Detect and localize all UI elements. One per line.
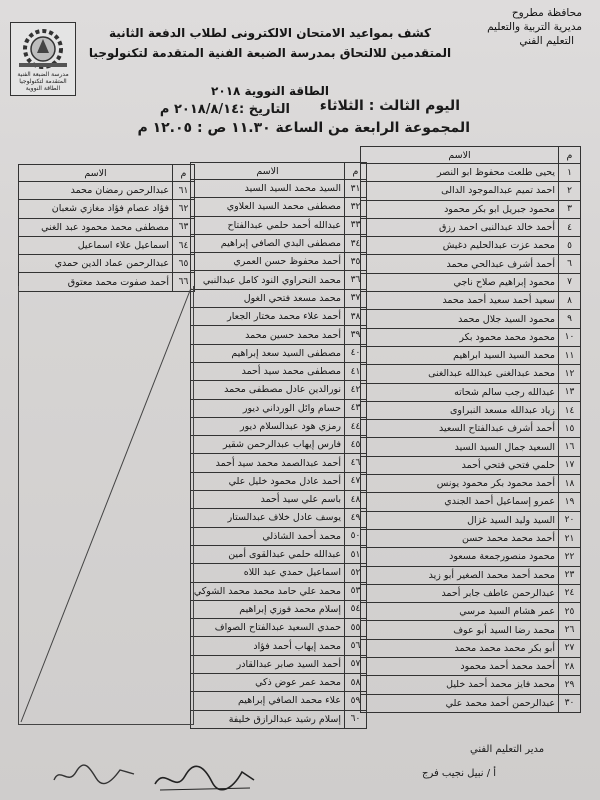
row-number: ٢٣ [559, 566, 581, 584]
table-row [191, 564, 367, 582]
row-number: ١٩ [559, 493, 581, 511]
table-row [191, 216, 367, 234]
student-name: حسام وائل الورداني ديور [191, 399, 345, 417]
handwritten-signature [150, 760, 260, 798]
table-row [361, 658, 581, 676]
student-name: أحمد صفوت محمد معتوق [19, 273, 173, 291]
student-name: إسلام محمد فوزي إبراهيم [191, 600, 345, 618]
table-row [191, 253, 367, 271]
table-row [361, 438, 581, 456]
row-number: ٤ [559, 218, 581, 236]
table-row [191, 454, 367, 472]
row-number: ٣٥ [345, 253, 367, 271]
row-number: ٣ [559, 200, 581, 218]
table-row [191, 509, 367, 527]
row-number: ١٠ [559, 328, 581, 346]
student-name: مصطفى محمد محمود عبد الغني [19, 218, 173, 236]
ministry-label: مديرية التربية والتعليم [487, 21, 582, 33]
table-row [191, 180, 367, 198]
column-header-name: الاسم [361, 147, 559, 164]
column-header-num: م [559, 147, 581, 164]
student-name: عبدالرحمن عاطف جابر أحمد [361, 584, 559, 602]
row-number: ٢٠ [559, 511, 581, 529]
student-name: أحمد عادل محمود خليل علي [191, 472, 345, 490]
handwritten-date-note [50, 758, 140, 792]
school-logo [10, 22, 76, 96]
table-row [361, 584, 581, 602]
table-header-row [191, 163, 367, 180]
row-number: ٤٩ [345, 509, 367, 527]
table-row [19, 200, 195, 218]
row-number: ٤١ [345, 362, 367, 380]
table-row [191, 417, 367, 435]
diagonal-strike-line [19, 286, 193, 724]
row-number: ٣٣ [345, 216, 367, 234]
row-number: ٥٥ [345, 619, 367, 637]
students-table-2 [190, 162, 367, 729]
table-row [191, 308, 367, 326]
column-header-num: م [173, 165, 195, 182]
row-number: ٢٢ [559, 548, 581, 566]
signature-name: أ / نبيل نجيب فرج [422, 768, 497, 779]
row-number: ١١ [559, 346, 581, 364]
student-name: نورالدين عادل مصطفى محمد [191, 381, 345, 399]
exam-date: التاريخ :٢٠١٨/٨/١٤ م [159, 102, 290, 117]
student-name: فؤاد عصام فؤاد مغازي شعبان [19, 200, 173, 218]
row-number: ٣٦ [345, 271, 367, 289]
student-name: حلمي فتحي فتحي أحمد [361, 456, 559, 474]
row-number: ٢٩ [559, 676, 581, 694]
row-number: ٤٠ [345, 344, 367, 362]
table-row [191, 362, 367, 380]
table-row [191, 472, 367, 490]
student-name: محمد فايز محمد أحمد خليل [361, 676, 559, 694]
row-number: ٦٠ [345, 710, 367, 728]
student-name: أحمد خالد عبدالنبى احمد رزق [361, 218, 559, 236]
student-name: أحمد محفوظ حسن العمري [191, 253, 345, 271]
row-number: ٤٨ [345, 491, 367, 509]
table-row [191, 198, 367, 216]
row-number: ٦٣ [173, 218, 195, 236]
student-name: أحمد محمد حسين محمد [191, 326, 345, 344]
table-row [361, 328, 581, 346]
student-name: احمد تميم عبدالموجود الدالى [361, 182, 559, 200]
row-number: ٣٨ [345, 308, 367, 326]
row-number: ٢٨ [559, 658, 581, 676]
table-row [361, 621, 581, 639]
row-number: ٧ [559, 273, 581, 291]
student-name: عبدالرحمن رمضان محمد [19, 182, 173, 200]
table-row [191, 381, 367, 399]
row-number: ٥٣ [345, 582, 367, 600]
table-row [191, 527, 367, 545]
table-header-row [361, 147, 581, 164]
row-number: ٦٤ [173, 236, 195, 254]
table-row [361, 566, 581, 584]
row-number: ٦٦ [173, 273, 195, 291]
student-name: أحمد السيد صابر عبدالقادر [191, 655, 345, 673]
table-row [191, 399, 367, 417]
row-number: ٣٧ [345, 289, 367, 307]
student-name: اسماعيل علاء اسماعيل [19, 236, 173, 254]
student-name: محمد إيهاب أحمد فؤاد [191, 637, 345, 655]
student-name: أحمد أشرف عبدالحي محمد [361, 255, 559, 273]
table-row [361, 511, 581, 529]
student-name: باسم علي سيد أحمد [191, 491, 345, 509]
row-number: ٦ [559, 255, 581, 273]
row-number: ٥ [559, 237, 581, 255]
row-number: ٢ [559, 182, 581, 200]
table-row [361, 548, 581, 566]
table-row [191, 637, 367, 655]
student-name: يوسف عادل خلاف عبدالستار [191, 509, 345, 527]
table-row [19, 236, 195, 254]
student-name: أحمد محمد أحمد محمود [361, 658, 559, 676]
row-number: ٤٢ [345, 381, 367, 399]
student-name: محمود السيد جلال محمد [361, 310, 559, 328]
student-name: اسماعيل حمدي عبد اللاه [191, 564, 345, 582]
table-row [361, 346, 581, 364]
row-number: ٤٤ [345, 417, 367, 435]
row-number: ٥٢ [345, 564, 367, 582]
logo-caption: مدرسة الضبعة الفنية المتقدمة لتكنولوجيا الطاقة النووية [17, 71, 69, 92]
row-number: ١٣ [559, 383, 581, 401]
student-name: محمد النحراوي النود كامل عبدالنبي [191, 271, 345, 289]
gear-emblem-icon [11, 23, 75, 75]
table-row [361, 218, 581, 236]
table-row [361, 237, 581, 255]
table-row [191, 234, 367, 252]
student-name: محمود محمد محمود بكر [361, 328, 559, 346]
table-row [191, 600, 367, 618]
student-name: محمد أحمد محمد الصغير أبو زيد [361, 566, 559, 584]
table-row [361, 383, 581, 401]
table-row [361, 401, 581, 419]
table-row [361, 273, 581, 291]
table-row [191, 655, 367, 673]
student-name: أحمد علاء محمد مختار الجعار [191, 308, 345, 326]
column-header-num: م [345, 163, 367, 180]
document-title-line1: كشف بمواعيد الامتحان الالكترونى لطلاب الدفعة الثانية [108, 26, 432, 40]
row-number: ٣٢ [345, 198, 367, 216]
table-header-row [19, 165, 195, 182]
student-name: مصطفى البدي الصافي إبراهيم [191, 234, 345, 252]
table-row [19, 218, 195, 236]
exam-group-time: المجموعة الرابعة من الساعة ١١.٣٠ ص : ١٢.٠٥ م [137, 120, 470, 136]
student-name: عمر هشام السيد مرسي [361, 603, 559, 621]
student-name: فارس إيهاب عبدالرحمن شقير [191, 436, 345, 454]
row-number: ٢١ [559, 529, 581, 547]
student-name: إسلام رشيد عبدالرازق خليفة [191, 710, 345, 728]
table-row [191, 289, 367, 307]
table-row [361, 493, 581, 511]
row-number: ٥٧ [345, 655, 367, 673]
student-name: أبو بكر محمد محمد محمد [361, 639, 559, 657]
student-name: محمود إبراهيم صلاح ناجي [361, 273, 559, 291]
row-number: ٦١ [173, 182, 195, 200]
student-name: أحمد أشرف عبدالفتاح السعيد [361, 420, 559, 438]
row-number: ٥٨ [345, 674, 367, 692]
row-number: ٤٧ [345, 472, 367, 490]
column-header-name: الاسم [191, 163, 345, 180]
row-number: ٥٤ [345, 600, 367, 618]
row-number: ٥٦ [345, 637, 367, 655]
table-row [361, 365, 581, 383]
row-number: ٨ [559, 292, 581, 310]
row-number: ٦٢ [173, 200, 195, 218]
student-name: مصطفى السيد سعد إبراهيم [191, 344, 345, 362]
student-name: عبدالرحمن أحمد محمد علي [361, 694, 559, 712]
row-number: ٢٧ [559, 639, 581, 657]
table-row [191, 344, 367, 362]
row-number: ٥٩ [345, 692, 367, 710]
table-row [191, 326, 367, 344]
student-name: محمد السيد السيد ابراهيم [361, 346, 559, 364]
table-row [191, 692, 367, 710]
table-row [361, 676, 581, 694]
table-row [191, 582, 367, 600]
student-name: محمود منصورجمعة مسعود [361, 548, 559, 566]
table-row [361, 639, 581, 657]
table-row [19, 255, 195, 273]
student-name: رمزي هود عبدالسلام ديور [191, 417, 345, 435]
student-name: عبدالرحمن عماد الدين حمدي [19, 255, 173, 273]
row-number: ١٦ [559, 438, 581, 456]
student-name: السيد وليد السيد غزال [361, 511, 559, 529]
column-header-name: الاسم [19, 165, 173, 182]
table-row [361, 310, 581, 328]
exam-day: اليوم الثالث : الثلاثاء [319, 98, 460, 114]
row-number: ٥٠ [345, 527, 367, 545]
table-row [19, 182, 195, 200]
row-number: ٢٥ [559, 603, 581, 621]
student-name: علاء محمد الصافي إبراهيم [191, 692, 345, 710]
student-name: عبدالله أحمد حلمي عبدالفتاح [191, 216, 345, 234]
signature-title: مدير التعليم الفني [470, 744, 545, 755]
student-name: مصطفى محمد سيد أحمد [191, 362, 345, 380]
document-title-line4: الطاقة النووية ٢٠١٨ [211, 84, 329, 98]
table-row [361, 182, 581, 200]
row-number: ٢٤ [559, 584, 581, 602]
table-row [361, 529, 581, 547]
table-row [191, 436, 367, 454]
row-number: ٣٠ [559, 694, 581, 712]
row-number: ١٨ [559, 475, 581, 493]
row-number: ٤٥ [345, 436, 367, 454]
table-row [191, 710, 367, 728]
table-row [191, 491, 367, 509]
student-name: محمد عزت عبدالحليم دغيش [361, 237, 559, 255]
student-name: يحيى طلعت محفوظ ابو النصر [361, 164, 559, 182]
row-number: ٤٦ [345, 454, 367, 472]
document-title-line2: المتقدمين للالتحاق بمدرسة الضبعة الفنية المتقدمة لتكنولوجيا [88, 46, 452, 60]
student-name: محمد أحمد الشاذلي [191, 527, 345, 545]
student-name: محمد علي حامد محمد محمد الشوكي [191, 582, 345, 600]
student-name: محمد رضا السيد أبو عوف [361, 621, 559, 639]
row-number: ٦٥ [173, 255, 195, 273]
student-name: محمود جبريل ابو بكر محمود [361, 200, 559, 218]
row-number: ١٤ [559, 401, 581, 419]
students-table-1 [360, 146, 581, 713]
student-name: مصطفى محمد السيد العلاوي [191, 198, 345, 216]
row-number: ١٧ [559, 456, 581, 474]
governorate-label: محافظة مطروح [511, 7, 582, 19]
student-name: أحمد محمد محمد حسن [361, 529, 559, 547]
table-row [361, 694, 581, 712]
student-name: محمد عمر عوض ذكي [191, 674, 345, 692]
row-number: ٣١ [345, 180, 367, 198]
row-number: ١ [559, 164, 581, 182]
student-name: عمرو إسماعيل أحمد الجندي [361, 493, 559, 511]
table-row [191, 545, 367, 563]
table-row [361, 164, 581, 182]
student-name: عبدالله حلمي عبدالقوى أمين [191, 545, 345, 563]
student-name: حمدي السعيد عبدالفتاح الصواف [191, 619, 345, 637]
students-table-3 [18, 164, 195, 292]
row-number: ٩ [559, 310, 581, 328]
row-number: ٥١ [345, 545, 367, 563]
table-row [361, 475, 581, 493]
student-name: عبدالله رجب سالم شحاته [361, 383, 559, 401]
table-row [361, 420, 581, 438]
row-number: ١٥ [559, 420, 581, 438]
table-row [361, 200, 581, 218]
table-row [361, 255, 581, 273]
student-name: السيد محمد السيد السيد [191, 180, 345, 198]
student-name: أحمد عبدالصمد محمد سيد أحمد [191, 454, 345, 472]
student-name: زياد عبدالله مسعد النبراوى [361, 401, 559, 419]
table-row [361, 292, 581, 310]
student-name: محمد عبدالغنى عبدالله عبدالغنى [361, 365, 559, 383]
student-name: سعيد أحمد سعيد أحمد محمد [361, 292, 559, 310]
table-row [361, 603, 581, 621]
row-number: ٣٤ [345, 234, 367, 252]
student-name: محمد مسعد فتحي الغول [191, 289, 345, 307]
row-number: ٢٦ [559, 621, 581, 639]
student-name: السعيد جمال السيد السيد [361, 438, 559, 456]
table-row [191, 619, 367, 637]
row-number: ٣٩ [345, 326, 367, 344]
table-row [191, 674, 367, 692]
row-number: ١٢ [559, 365, 581, 383]
student-name: أحمد محمود بكر محمود يونس [361, 475, 559, 493]
row-number: ٤٣ [345, 399, 367, 417]
table-row [191, 271, 367, 289]
table-row [361, 456, 581, 474]
empty-area [18, 286, 194, 725]
department-label: التعليم الفني [519, 35, 574, 47]
